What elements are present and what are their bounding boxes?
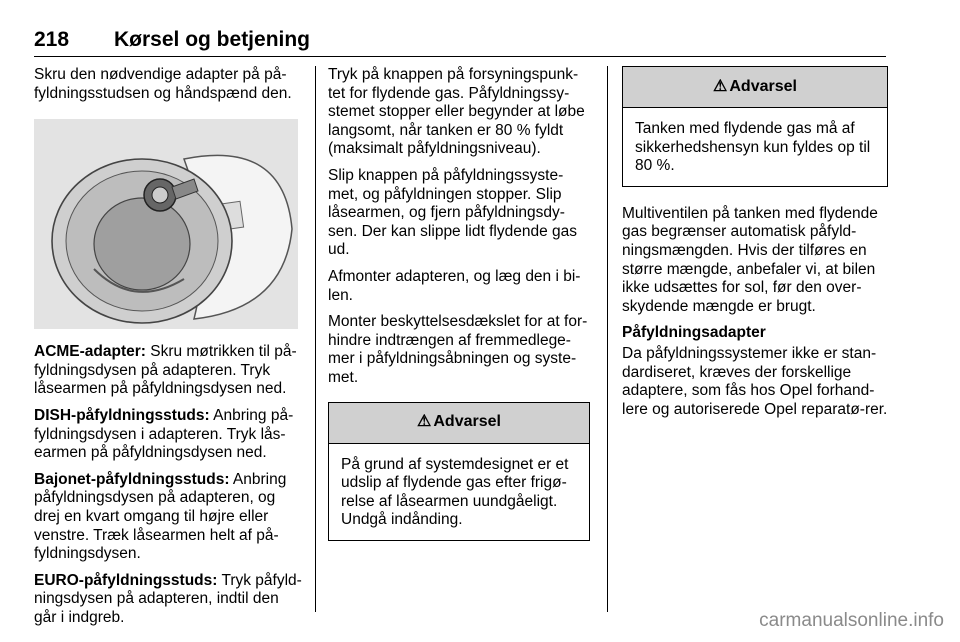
column-middle — [328, 66, 590, 541]
paragraph: Multiventilen på tanken med flydende gas begrænser automatisk påfyld-ningsmængden. Hvis der tilføres en større mængde, anbefaler vi, at bilen ikke udsættes for sol, før den over-skydende mængde er brugt. — [622, 204, 878, 315]
paragraph: Da påfyldningssystemer ikke er stan-dardiseret, kræves der forskellige adaptere, som fås hos Opel forhand-lere og autoriserede Opel reparatø-rer. — [622, 344, 888, 418]
warning-header — [623, 67, 887, 108]
chapter-title: Kørsel og betjening — [114, 28, 311, 51]
warning-body: På grund af systemdesignet er et udslip af flydende gas efter frigø-relse af låsearmen uundgåeligt. Undgå indånding. — [341, 455, 569, 529]
acme-adapter-paragraph: ACME-adapter: Skru møtrikken til på-fyldningsdysen på adapteren. Tryk låsearmen på påfyldningsdysen ned. — [34, 343, 297, 398]
bajonet-paragraph: Bajonet-påfyldningsstuds: Anbring påfyldningsdysen på adapteren, og drej en kvart omgang til højre eller venstre. Træk låsearmen helt af på-fyldningsdysen. — [34, 470, 287, 563]
section-subheading: Påfyldningsadapter — [622, 324, 766, 342]
paragraph: Afmonter adapteren, og læg den i bi-len. — [328, 267, 581, 304]
column-divider — [315, 66, 316, 612]
page-header — [34, 28, 886, 57]
intro-paragraph: Skru den nødvendige adapter på på-fyldningsstudsen og håndspænd den. — [34, 66, 292, 102]
column-divider — [607, 66, 608, 612]
fuel-filler-drawing — [34, 119, 298, 329]
warning-header — [329, 403, 589, 444]
warning-title: Advarsel — [729, 77, 797, 95]
warning-box — [622, 66, 888, 187]
warning-body: Tanken med flydende gas må af sikkerhedshensyn kun fyldes op til 80 %. — [635, 120, 871, 175]
warning-box — [328, 402, 590, 541]
warning-title: Advarsel — [433, 413, 501, 431]
euro-term: EURO-påfyldningsstuds: — [34, 571, 218, 589]
paragraph: Monter beskyttelsesdækslet for at for-hindre indtrængen af fremmedlege-mer i påfyldningsåbningen og syste-met. — [328, 313, 588, 386]
column-right — [622, 66, 888, 427]
paragraph: Tryk på knappen på forsyningspunk-tet for flydende gas. Påfyldningssy-stemet stopper eller begynder at løbe langsomt, når tanken er 80 % fyldt (maksimalt påfyldningsniveau). — [328, 66, 585, 158]
column-left — [34, 66, 302, 636]
euro-paragraph: EURO-påfyldningsstuds: Tryk påfyld-ningsdysen på adapteren, indtil den går i indgreb. — [34, 571, 302, 626]
dish-paragraph: DISH-påfyldningsstuds: Anbring på-fyldningsdysen i adapteren. Tryk lås-earmen på påfyldningsdysen ned. — [34, 406, 294, 462]
fuel-filler-illustration — [34, 119, 298, 329]
dish-term: DISH-påfyldningsstuds: — [34, 406, 210, 424]
paragraph: Slip knappen på påfyldningssyste-met, og påfyldningen stopper. Slip låsearmen, og fjern påfyldningsdy-sen. Der kan slippe lidt flydende gas ud. — [328, 166, 578, 259]
page-number: 218 — [34, 28, 70, 51]
warning-triangle-icon: ⚠ — [713, 77, 728, 95]
bajonet-term: Bajonet-påfyldningsstuds: — [34, 470, 230, 488]
watermark-text: carmanualsonline.info — [759, 610, 944, 631]
acme-adapter-term: ACME-adapter: — [34, 343, 146, 361]
warning-triangle-icon: ⚠ — [417, 413, 432, 431]
